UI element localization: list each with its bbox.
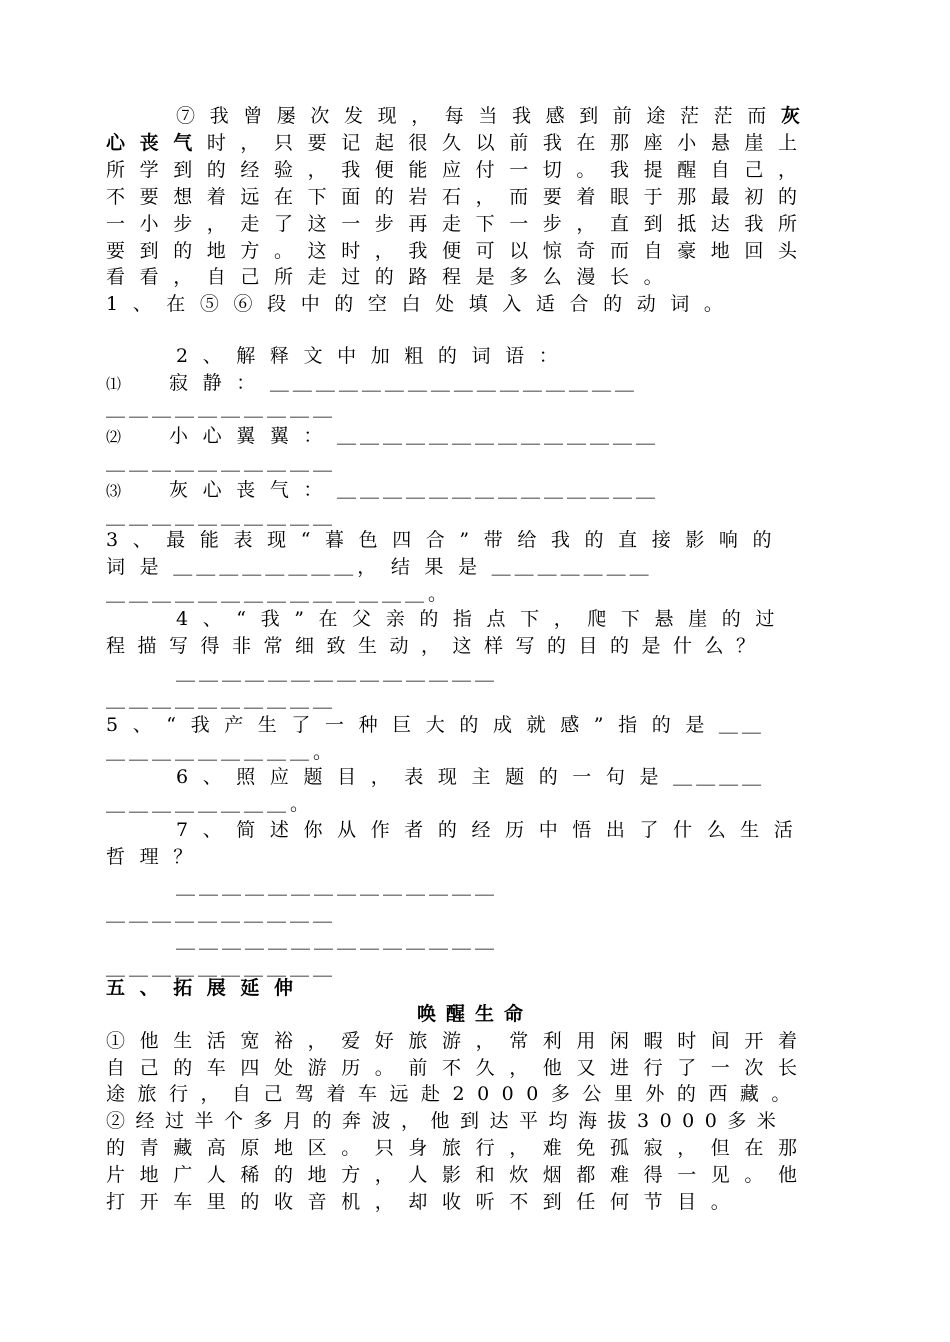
question-4: 4、“我”在父亲的指点下，爬下悬崖的过 — [176, 608, 789, 630]
question-3-line: ＿＿＿＿＿＿＿＿＿＿＿＿＿＿。 — [106, 583, 462, 605]
answer-blank[interactable]: ＿＿＿＿＿＿＿＿＿＿＿＿＿＿ — [176, 876, 499, 898]
article-line: ②经过半个多月的奔波，他到达平均海拔3000多米 — [106, 1110, 787, 1132]
passage-line: ⑦我曾屡次发现，每当我感到前途茫茫而灰 — [176, 105, 815, 127]
answer-blank[interactable]: ＿＿＿＿＿＿＿＿＿ — [106, 741, 314, 763]
answer-blank[interactable]: ＿＿＿＿ — [673, 766, 766, 788]
question-5: 5、“我产生了一种巨大的成就感”指的是＿＿ — [106, 714, 765, 736]
article-line: 的青藏高原地区。只身旅行，难免孤寂，但在那 — [106, 1137, 812, 1159]
passage-line: 要到的地方。这时，我便可以惊奇而自豪地回头 — [106, 240, 812, 262]
question-2-item-1: ⑴ 寂静：＿＿＿＿＿＿＿＿＿＿＿＿＿＿＿＿ — [106, 372, 638, 394]
bold-term-start: 灰 — [780, 105, 815, 127]
bold-term-end: 心丧气 — [106, 132, 207, 154]
passage-line: 不要想着远在下面的岩石，而要着眼于那最初的 — [106, 186, 812, 208]
answer-blank[interactable]: ＿＿＿＿＿＿＿＿＿＿＿＿＿＿ — [176, 930, 499, 952]
answer-blank[interactable]: ＿＿＿＿＿＿＿＿＿＿ — [106, 689, 337, 711]
answer-blank[interactable]: ＿＿＿＿＿＿＿＿ — [106, 793, 291, 815]
answer-blank[interactable]: ＿＿＿＿＿＿＿＿＿＿ — [106, 398, 337, 420]
answer-blank[interactable]: ＿＿＿＿＿＿＿＿ — [173, 556, 358, 578]
article-line: ①他生活宽裕，爱好旅游，常利用闲暇时间开着 — [106, 1030, 812, 1052]
question-4-line: 程描写得非常细致生动，这样写的目的是什么？ — [106, 635, 768, 657]
answer-blank[interactable]: ＿＿＿＿＿＿＿＿＿＿＿＿＿＿ — [337, 479, 660, 501]
article-line: 途旅行，自己驾着车远赴2000多公里外的西藏。 — [106, 1083, 803, 1105]
question-5-line: ＿＿＿＿＿＿＿＿＿。 — [106, 741, 347, 763]
answer-blank[interactable]: ＿＿＿＿＿＿＿＿＿＿＿＿＿＿ — [337, 425, 660, 447]
question-3-line: 词是＿＿＿＿＿＿＿＿，结果是＿＿＿＿＿＿＿ — [106, 556, 653, 578]
question-6: 6、照应题目，表现主题的一句是＿＿＿＿ — [176, 766, 766, 788]
answer-blank[interactable]: ＿＿＿＿＿＿＿＿＿＿ — [106, 506, 337, 528]
answer-blank[interactable]: ＿＿＿＿＿＿＿＿＿＿＿＿＿＿＿＿ — [269, 372, 638, 394]
question-1: 1、在⑤⑥段中的空白处填入适合的动词。 — [106, 293, 738, 315]
passage-line: 所学到的经验，我便能应付一切。我提醒自己， — [106, 159, 812, 181]
question-6-line: ＿＿＿＿＿＿＿＿。 — [106, 793, 324, 815]
answer-blank[interactable]: ＿＿ — [718, 714, 765, 736]
section-heading: 五、拓展延伸 — [106, 977, 308, 999]
answer-blank[interactable]: ＿＿＿＿＿＿＿＿＿＿＿＿＿＿ — [176, 662, 499, 684]
question-7: 7、简述你从作者的经历中悟出了什么生活 — [176, 819, 808, 841]
article-line: 片地广人稀的地方，人影和炊烟都难得一见。他 — [106, 1164, 812, 1186]
answer-blank[interactable]: ＿＿＿＿＿＿＿＿＿＿ — [106, 957, 337, 979]
answer-blank[interactable]: ＿＿＿＿＿＿＿ — [491, 556, 653, 578]
article-title: 唤醒生命 — [416, 1003, 533, 1025]
passage-line: 心丧气时，只要记起很久以前我在那座小悬崖上 — [106, 132, 812, 154]
answer-blank[interactable]: ＿＿＿＿＿＿＿＿＿＿ — [106, 452, 337, 474]
passage-line: 看看，自己所走过的路程是多么漫长。 — [106, 266, 678, 288]
question-3: 3、最能表现“暮色四合”带给我的直接影响的 — [106, 529, 787, 551]
passage-line: 一小步，走了这一步再走下一步，直到抵达我所 — [106, 213, 812, 235]
article-line: 自己的车四处游历。前不久，他又进行了一次长 — [106, 1057, 812, 1079]
answer-blank[interactable]: ＿＿＿＿＿＿＿＿＿＿＿＿＿＿ — [106, 583, 429, 605]
question-2-item-3: ⑶ 灰心丧气：＿＿＿＿＿＿＿＿＿＿＿＿＿＿ — [106, 479, 660, 501]
answer-blank[interactable]: ＿＿＿＿＿＿＿＿＿＿ — [106, 903, 337, 925]
question-7-line: 哲理？ — [106, 846, 207, 868]
article-line: 打开车里的收音机，却收听不到任何节目。 — [106, 1191, 745, 1213]
question-2-item-2: ⑵ 小心翼翼：＿＿＿＿＿＿＿＿＿＿＿＿＿＿ — [106, 425, 660, 447]
question-2: 2、解释文中加粗的词语： — [176, 345, 573, 367]
